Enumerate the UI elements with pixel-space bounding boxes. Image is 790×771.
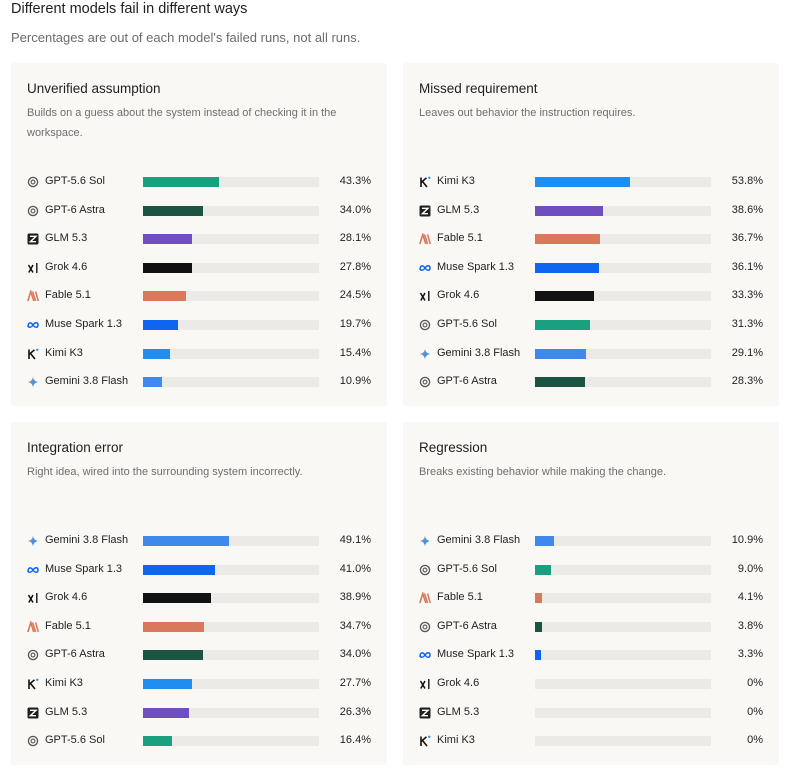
data-label: 53.8% bbox=[731, 175, 763, 187]
bar bbox=[143, 679, 192, 689]
kimi-k-icon bbox=[27, 678, 39, 690]
data-label: 27.8% bbox=[339, 260, 371, 273]
bar-row bbox=[11, 201, 387, 221]
bar-track bbox=[143, 536, 319, 546]
data-label: 3.8% bbox=[737, 619, 763, 632]
bar-row bbox=[11, 315, 387, 335]
bar-row bbox=[11, 588, 387, 608]
bar bbox=[143, 736, 172, 746]
tick-label: GPT-6 Astra bbox=[45, 648, 105, 661]
data-label: 0% bbox=[747, 734, 763, 747]
chart-panel-regression bbox=[403, 422, 779, 765]
bar-row bbox=[11, 674, 387, 694]
bar bbox=[143, 349, 170, 359]
anthropic-icon bbox=[419, 592, 431, 604]
data-label: 10.9% bbox=[731, 534, 763, 546]
bar-row bbox=[11, 531, 387, 551]
bar-track bbox=[535, 536, 711, 546]
bar-track bbox=[535, 349, 711, 359]
data-label: 41.0% bbox=[339, 562, 371, 575]
bar-track bbox=[535, 622, 711, 632]
tick-label: GPT-5.6 Sol bbox=[437, 318, 497, 330]
tick-label: Fable 5.1 bbox=[437, 591, 483, 604]
chart-subtitle: Breaks existing behavior while making the change. bbox=[419, 466, 667, 478]
bar-track bbox=[535, 679, 711, 689]
bar-row bbox=[403, 588, 779, 608]
bar-track bbox=[535, 736, 711, 746]
gemini-sparkle-icon bbox=[419, 535, 431, 547]
data-label: 0% bbox=[747, 705, 763, 718]
bar-row bbox=[403, 201, 779, 221]
bar-row bbox=[403, 645, 779, 665]
data-label: 33.3% bbox=[731, 289, 763, 302]
tick-label: Muse Spark 1.3 bbox=[437, 260, 515, 273]
tick-label: GPT-6 Astra bbox=[437, 619, 497, 632]
tick-label: Grok 4.6 bbox=[437, 289, 480, 302]
tick-label: Gemini 3.8 Flash bbox=[45, 375, 129, 388]
bar-track bbox=[143, 349, 319, 359]
data-label: 15.4% bbox=[339, 346, 371, 359]
openai-icon bbox=[419, 621, 431, 633]
zhipu-z-icon bbox=[419, 707, 431, 719]
data-label: 9.0% bbox=[737, 562, 763, 575]
gemini-sparkle-icon bbox=[27, 535, 39, 547]
bar-track bbox=[535, 291, 711, 301]
bar-row bbox=[11, 172, 387, 192]
chart-subtitle: Leaves out behavior the instruction requires. bbox=[419, 107, 636, 119]
data-label: 38.9% bbox=[339, 591, 371, 604]
bar-row bbox=[403, 703, 779, 723]
tick-label: GLM 5.3 bbox=[437, 203, 480, 216]
bar bbox=[143, 263, 192, 273]
bar-track bbox=[535, 650, 711, 660]
bar bbox=[535, 177, 630, 187]
tick-label: Muse Spark 1.3 bbox=[437, 648, 515, 661]
bar-chart bbox=[403, 63, 779, 406]
bar bbox=[535, 565, 551, 575]
openai-icon bbox=[419, 564, 431, 576]
bar-row bbox=[11, 286, 387, 306]
bar-chart bbox=[403, 422, 779, 765]
tick-label: GPT-6 Astra bbox=[45, 203, 105, 216]
openai-icon bbox=[27, 735, 39, 747]
tick-label: GPT-5.6 Sol bbox=[437, 562, 497, 575]
bar bbox=[143, 234, 192, 244]
bar bbox=[535, 234, 600, 244]
openai-icon bbox=[27, 649, 39, 661]
tick-label: Grok 4.6 bbox=[437, 677, 480, 689]
data-label: 34.0% bbox=[339, 203, 371, 216]
page-title: Different models fail in different ways bbox=[11, 1, 248, 17]
bar bbox=[143, 565, 215, 575]
zhipu-z-icon bbox=[419, 205, 431, 217]
tick-label: GPT-5.6 Sol bbox=[45, 175, 105, 187]
openai-icon bbox=[419, 319, 431, 331]
tick-label: GLM 5.3 bbox=[45, 705, 88, 718]
bar bbox=[535, 291, 594, 301]
bar-row bbox=[403, 372, 779, 392]
bar-track bbox=[143, 206, 319, 216]
bar-track bbox=[143, 565, 319, 575]
data-label: 36.1% bbox=[731, 260, 763, 273]
bar-track bbox=[535, 708, 711, 718]
meta-icon bbox=[27, 564, 39, 576]
zhipu-z-icon bbox=[27, 233, 39, 245]
bar bbox=[143, 593, 211, 603]
bar bbox=[143, 650, 203, 660]
tick-label: Kimi K3 bbox=[45, 677, 83, 689]
bar-row bbox=[403, 617, 779, 637]
tick-label: GLM 5.3 bbox=[437, 705, 480, 718]
bar bbox=[143, 536, 229, 546]
bar bbox=[535, 650, 541, 660]
kimi-k-icon bbox=[419, 176, 431, 188]
openai-icon bbox=[27, 205, 39, 217]
bar-row bbox=[403, 315, 779, 335]
data-label: 24.5% bbox=[339, 289, 371, 302]
bar-row bbox=[403, 560, 779, 580]
bar-track bbox=[535, 263, 711, 273]
bar-track bbox=[143, 736, 319, 746]
data-label: 28.3% bbox=[731, 375, 763, 388]
xai-icon bbox=[419, 290, 431, 302]
meta-icon bbox=[27, 319, 39, 331]
bar-chart bbox=[11, 422, 387, 765]
zhipu-z-icon bbox=[27, 707, 39, 719]
bar-row bbox=[11, 731, 387, 751]
bar bbox=[143, 177, 219, 187]
tick-label: GPT-6 Astra bbox=[437, 375, 497, 388]
bar-track bbox=[535, 177, 711, 187]
tick-label: Kimi K3 bbox=[437, 734, 475, 747]
data-label: 26.3% bbox=[339, 705, 371, 718]
chart-title: Integration error bbox=[27, 440, 124, 455]
data-label: 34.0% bbox=[339, 648, 371, 661]
bar bbox=[535, 536, 554, 546]
xai-icon bbox=[27, 592, 39, 604]
chart-title: Missed requirement bbox=[419, 81, 538, 96]
bar-row bbox=[403, 258, 779, 278]
tick-label: Muse Spark 1.3 bbox=[45, 562, 123, 575]
xai-icon bbox=[27, 262, 39, 274]
bar-track bbox=[143, 291, 319, 301]
bar-row bbox=[11, 344, 387, 364]
bar-row bbox=[403, 229, 779, 249]
bar-row bbox=[11, 617, 387, 637]
xai-icon bbox=[419, 678, 431, 690]
chart-subtitle: Right idea, wired into the surrounding system incorrectly. bbox=[27, 466, 303, 478]
tick-label: Fable 5.1 bbox=[45, 289, 91, 302]
data-label: 34.7% bbox=[339, 619, 371, 632]
data-label: 0% bbox=[747, 677, 763, 689]
tick-label: GLM 5.3 bbox=[45, 232, 88, 245]
bar-track bbox=[143, 263, 319, 273]
anthropic-icon bbox=[419, 233, 431, 245]
gemini-sparkle-icon bbox=[419, 348, 431, 360]
bar-track bbox=[143, 234, 319, 244]
data-label: 29.1% bbox=[731, 346, 763, 359]
openai-icon bbox=[27, 176, 39, 188]
kimi-k-icon bbox=[27, 348, 39, 360]
bar bbox=[535, 263, 599, 273]
chart-panel-unverified-assumption bbox=[11, 63, 387, 406]
data-label: 49.1% bbox=[339, 534, 371, 546]
data-label: 19.7% bbox=[339, 318, 371, 330]
bar bbox=[143, 291, 186, 301]
meta-icon bbox=[419, 649, 431, 661]
bar bbox=[143, 708, 189, 718]
tick-label: Kimi K3 bbox=[437, 175, 475, 187]
openai-icon bbox=[419, 376, 431, 388]
bar bbox=[535, 349, 586, 359]
chart-subtitle: Builds on a guess about the system instead of checking it in the workspace. bbox=[27, 107, 337, 139]
chart-panel-missed-requirement bbox=[403, 63, 779, 406]
bar-row bbox=[403, 674, 779, 694]
bar-track bbox=[143, 679, 319, 689]
data-label: 38.6% bbox=[731, 203, 763, 216]
kimi-k-icon bbox=[419, 735, 431, 747]
bar-track bbox=[143, 377, 319, 387]
data-label: 4.1% bbox=[737, 591, 763, 604]
bar-row bbox=[403, 531, 779, 551]
bar-row bbox=[403, 286, 779, 306]
bar-row bbox=[403, 172, 779, 192]
bar-track bbox=[143, 177, 319, 187]
data-label: 36.7% bbox=[731, 232, 763, 245]
tick-label: Gemini 3.8 Flash bbox=[45, 534, 129, 546]
bar-row bbox=[11, 560, 387, 580]
bar-track bbox=[143, 708, 319, 718]
tick-label: Muse Spark 1.3 bbox=[45, 318, 123, 330]
bar-track bbox=[535, 565, 711, 575]
bar-track bbox=[143, 320, 319, 330]
bar-row bbox=[11, 258, 387, 278]
tick-label: Gemini 3.8 Flash bbox=[437, 346, 521, 359]
bar-row bbox=[11, 645, 387, 665]
data-label: 28.1% bbox=[339, 232, 371, 245]
bar-row bbox=[403, 344, 779, 364]
data-label: 31.3% bbox=[731, 318, 763, 330]
chart-panel-integration-error bbox=[11, 422, 387, 765]
data-label: 27.7% bbox=[339, 677, 371, 689]
data-label: 43.3% bbox=[339, 175, 371, 187]
chart-title: Unverified assumption bbox=[27, 81, 161, 96]
anthropic-icon bbox=[27, 621, 39, 633]
bar-track bbox=[535, 593, 711, 603]
bar-row bbox=[11, 229, 387, 249]
bar bbox=[535, 206, 603, 216]
bar bbox=[143, 622, 204, 632]
bar-row bbox=[11, 372, 387, 392]
bar-track bbox=[143, 650, 319, 660]
bar bbox=[535, 377, 585, 387]
bar-track bbox=[143, 593, 319, 603]
bar-track bbox=[535, 320, 711, 330]
bar-row bbox=[403, 731, 779, 751]
meta-icon bbox=[419, 262, 431, 274]
data-label: 16.4% bbox=[339, 734, 371, 747]
tick-label: Grok 4.6 bbox=[45, 260, 88, 273]
tick-label: GPT-5.6 Sol bbox=[45, 734, 105, 747]
bar bbox=[143, 320, 178, 330]
gemini-sparkle-icon bbox=[27, 376, 39, 388]
bar-track bbox=[535, 234, 711, 244]
bar-track bbox=[535, 206, 711, 216]
bar-track bbox=[143, 622, 319, 632]
tick-label: Kimi K3 bbox=[45, 346, 83, 359]
anthropic-icon bbox=[27, 290, 39, 302]
tick-label: Gemini 3.8 Flash bbox=[437, 534, 521, 546]
tick-label: Fable 5.1 bbox=[437, 232, 483, 245]
chart-title: Regression bbox=[419, 440, 488, 455]
bar bbox=[535, 320, 590, 330]
tick-label: Fable 5.1 bbox=[45, 619, 91, 632]
bar-chart bbox=[11, 63, 387, 406]
tick-label: Grok 4.6 bbox=[45, 591, 88, 604]
bar bbox=[535, 622, 542, 632]
data-label: 10.9% bbox=[339, 375, 371, 388]
bar-track bbox=[535, 377, 711, 387]
page-subtitle: Percentages are out of each model's failed runs, not all runs. bbox=[11, 30, 361, 45]
data-label: 3.3% bbox=[737, 648, 763, 661]
bar bbox=[143, 206, 203, 216]
bar bbox=[143, 377, 162, 387]
bar-row bbox=[11, 703, 387, 723]
bar bbox=[535, 593, 542, 603]
